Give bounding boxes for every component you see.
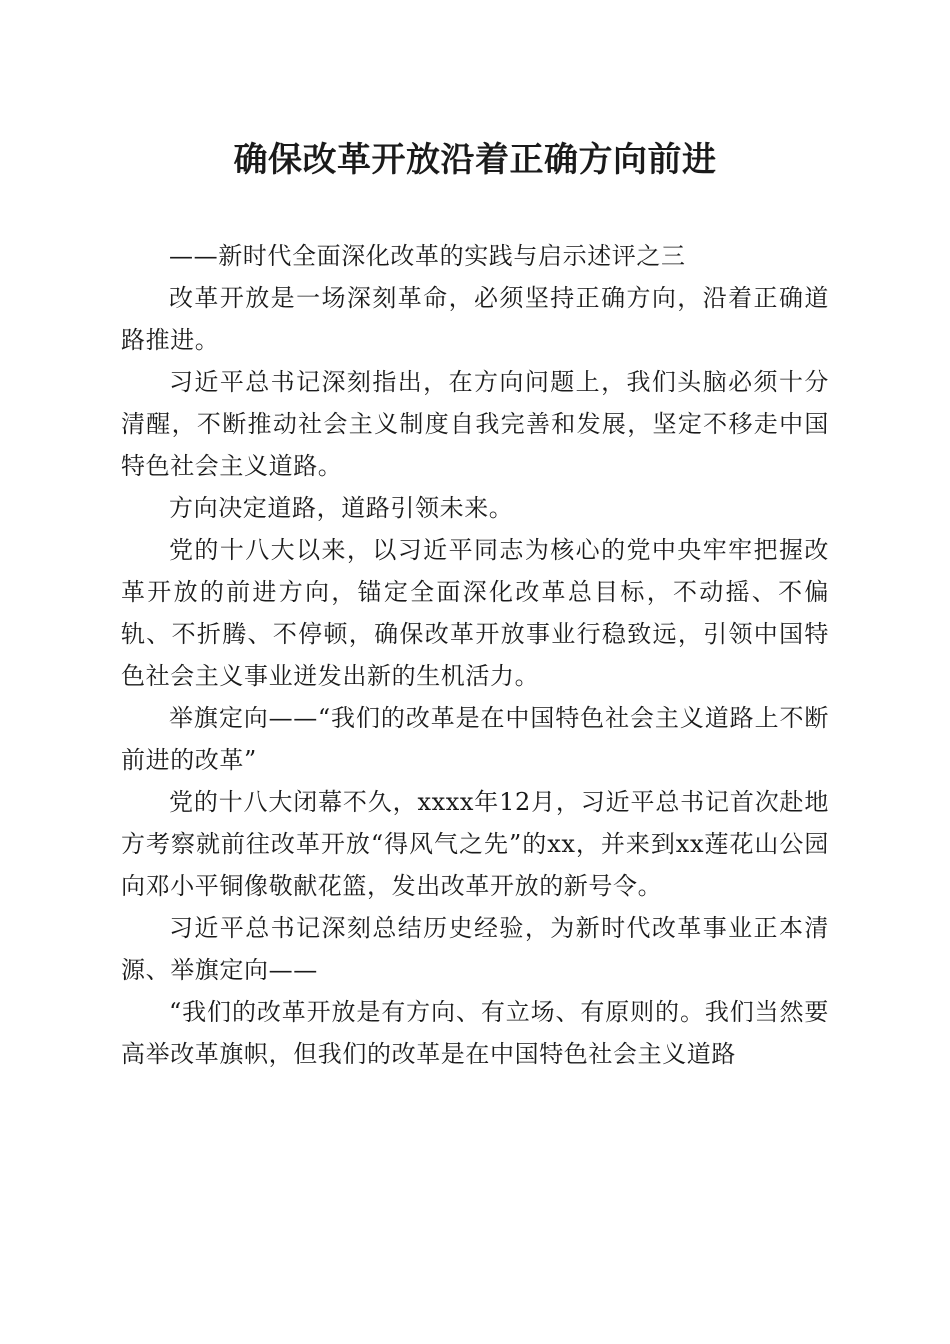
- paragraph: 党的十八大闭幕不久，xxxx年12月，习近平总书记首次赴地方考察就前往改革开放“得风气之先”的xx，并来到xx莲花山公园向邓小平铜像敬献花篮，发出改革开放的新号令。: [121, 788, 829, 900]
- paragraph: 党的十八大以来，以习近平同志为核心的党中央牢牢把握改革开放的前进方向，锚定全面深化改革总目标，不动摇、不偏轨、不折腾、不停顿，确保改革开放事业行稳致远，引领中国特色社会主义事业迸发出新的生机活力。: [121, 536, 829, 690]
- document-subtitle: ——新时代全面深化改革的实践与启示述评之三: [169, 242, 686, 270]
- paragraph: 方向决定道路，道路引领未来。: [169, 494, 514, 522]
- paragraph: 改革开放是一场深刻革命，必须坚持正确方向，沿着正确道路推进。: [121, 284, 829, 354]
- document-body: [121, 235, 829, 1075]
- paragraph: 习近平总书记深刻指出，在方向问题上，我们头脑必须十分清醒，不断推动社会主义制度自我完善和发展，坚定不移走中国特色社会主义道路。: [121, 368, 829, 480]
- section-heading: 举旗定向——“我们的改革是在中国特色社会主义道路上不断前进的改革”: [121, 704, 829, 774]
- document-title: 确保改革开放沿着正确方向前进: [233, 140, 717, 180]
- quote-paragraph: “我们的改革开放是有方向、有立场、有原则的。我们当然要高举改革旗帜，但我们的改革是在中国特色社会主义道路: [121, 998, 829, 1068]
- paragraph: 习近平总书记深刻总结历史经验，为新时代改革事业正本清源、举旗定向——: [121, 914, 829, 984]
